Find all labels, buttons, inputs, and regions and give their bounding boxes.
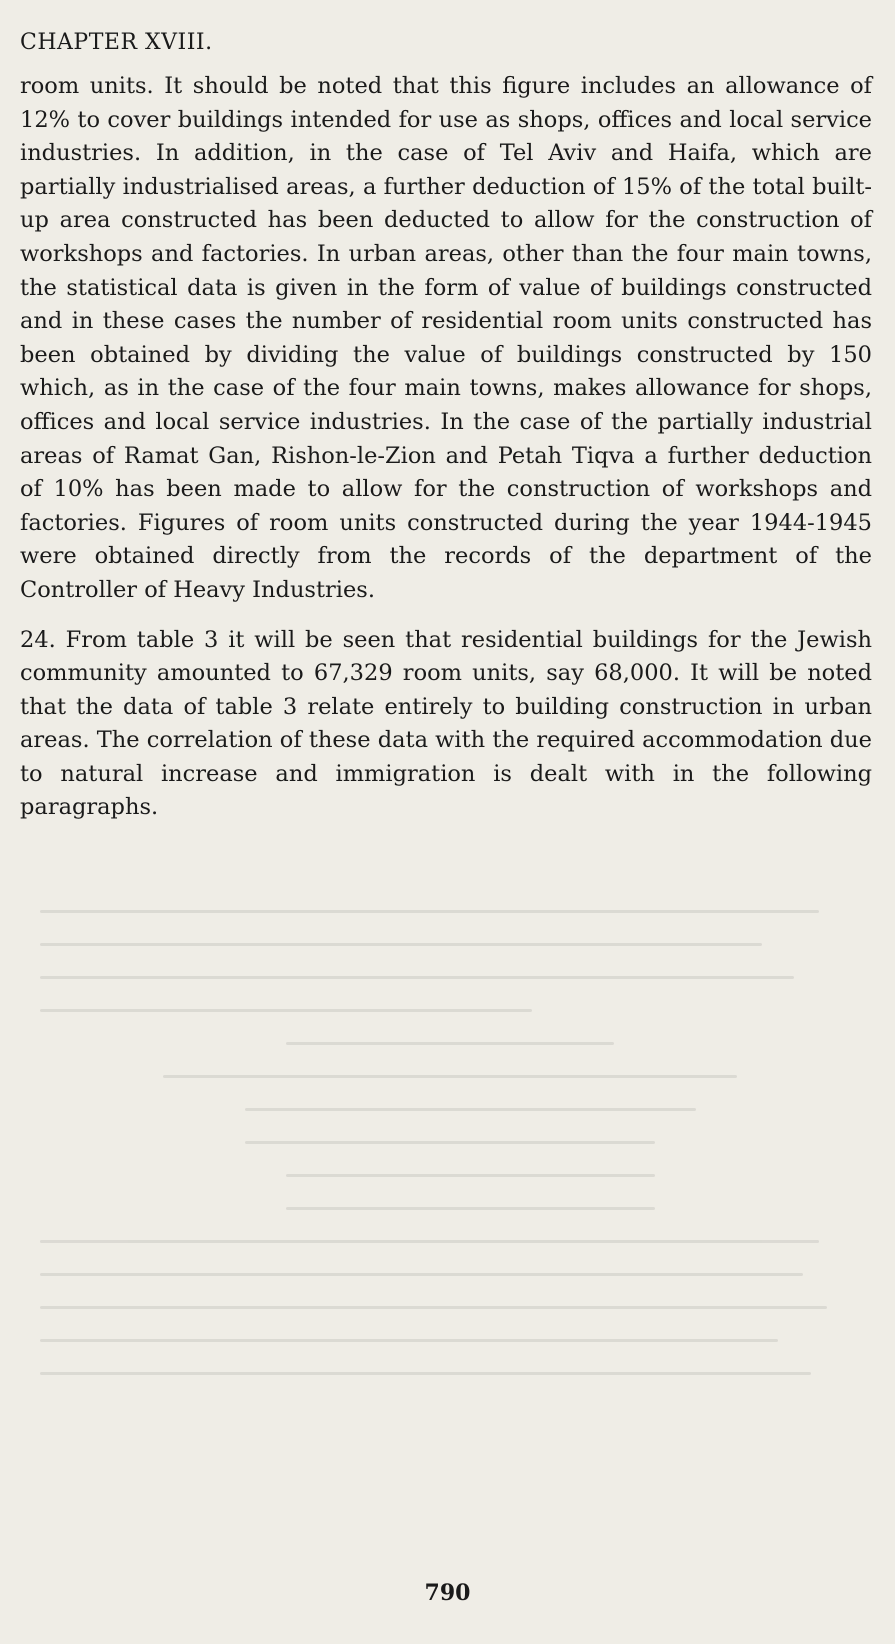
reverse-side-show-through [40, 910, 860, 1510]
paragraph: 24. From table 3 it will be seen that residential buildings for the Jewish community amounted to 67,329 room units, say 68,000. It will be noted that the data of table 3 relate entirely to building construction in urban areas. The correlation of these data with the required accommodation due to natural increase and immigration is dealt with in the following paragraphs. [20, 626, 872, 821]
paragraph: room units. It should be noted that this figure includes an allowance of 12% to cover buildings intended for use as shops, offices and local service industries. In addition, in the case of Tel Aviv and Haifa, which are partially industrialised areas, a further deduction of 15% of the total built-up area constructed has been deducted to allow for the construction of workshops and factories. In urban areas, other than the four main towns, the statistical data is given in the form of value of buildings constructed and in these cases the number of residential room units constructed has been obtained by dividing the value of buildings constructed by 150 which, as in the case of the four main towns, makes allowance for shops, offices and local service industries. In the case of the partially industrial areas of Ramat Gan, Rishon-le-Zion and Petah Tiqva a further deduction of 10% has been made to allow for the construction of workshops and factories. Figures of room units constructed during the year 1944-1945 were obtained directly from the records of the department of the Controller of Heavy Industries. [20, 73, 872, 603]
body-text [20, 70, 872, 825]
chapter-heading: CHAPTER XVIII. [20, 30, 213, 55]
page-number: 790 [424, 1580, 471, 1606]
